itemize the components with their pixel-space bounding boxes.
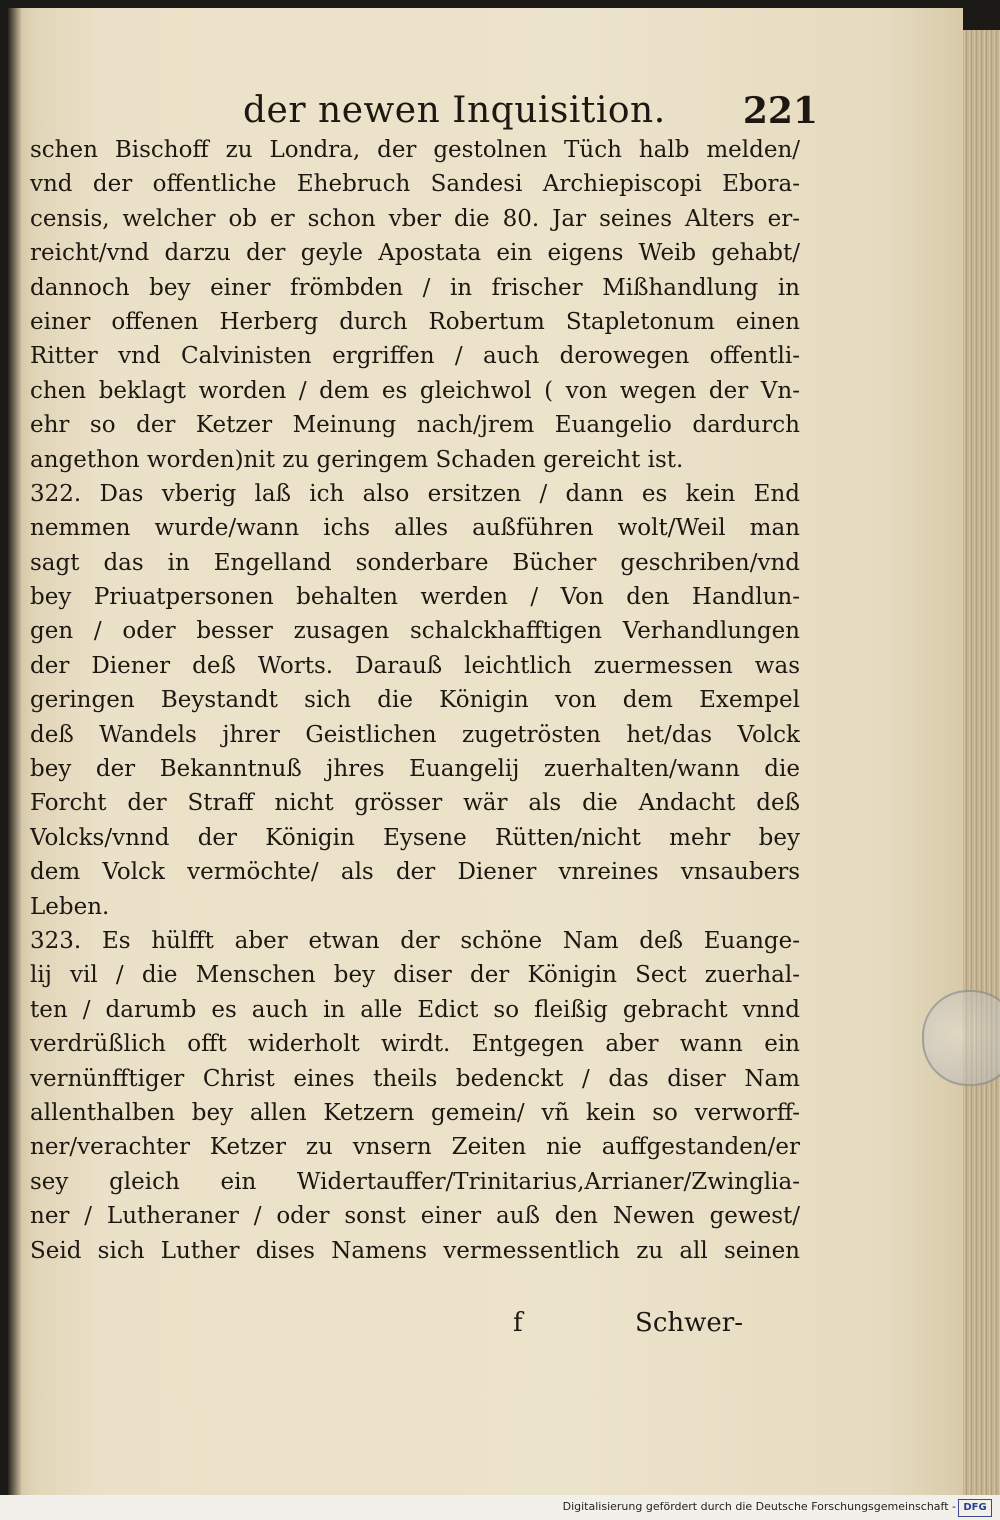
catchword: Schwer- <box>635 1308 743 1338</box>
text-line: deß Wandels jhrer Geistlichen zugetrösten het/das Volck <box>30 721 800 748</box>
body-text <box>30 133 800 1268</box>
text-line: Ritter vnd Calvinisten ergriffen / auch derowegen offentli- <box>30 343 800 370</box>
credit-text: Digitalisierung gefördert durch die Deutsche Forschungsgemeinschaft - <box>562 1500 956 1513</box>
text-line: allenthalben bey allen Ketzern gemein/ vñ kein so verworff- <box>30 1099 800 1126</box>
text-line: chen beklagt worden / dem es gleichwol ( von wegen der Vn- <box>30 377 800 404</box>
text-line: sagt das in Engelland sonderbare Bücher geschriben/vnd <box>30 549 800 576</box>
text-line: ner / Lutheraner / oder sonst einer auß den Newen gewest/ <box>30 1203 800 1230</box>
text-line: Seid sich Luther dises Namens vermessentlich zu all seinen <box>30 1237 800 1264</box>
book-clasp <box>922 990 1000 1086</box>
text-line: nemmen wurde/wann ichs alles außführen wolt/Weil man <box>30 515 800 542</box>
text-line: angethon worden)nit zu geringem Schaden gereicht ist. <box>30 446 684 473</box>
text-line: censis, welcher ob er schon vber die 80. Jar seines Alters er- <box>30 205 800 232</box>
text-line: geringen Beystandt sich die Königin von dem Exempel <box>30 687 800 714</box>
text-line: gen / oder besser zusagen schalckhafftigen Verhandlungen <box>30 618 800 645</box>
text-line: einer offenen Herberg durch Robertum Stapletonum einen <box>30 308 800 335</box>
text-line: dem Volck vermöchte/ als der Diener vnreines vnsaubers <box>30 859 800 886</box>
text-line: Volcks/vnnd der Königin Eysene Rütten/nicht mehr bey <box>30 824 800 851</box>
paragraph-start-line: 322. Das vberig laß ich also ersitzen / dann es kein End <box>30 480 800 507</box>
text-line: ten / darumb es auch in alle Edict so fleißig gebracht vnnd <box>30 996 800 1023</box>
text-line: sey gleich ein Widertauffer/Trinitarius,Arrianer/Zwinglia- <box>30 1168 800 1195</box>
signature-mark: f <box>513 1308 523 1338</box>
text-line: bey der Bekanntnuß jhres Euangelij zuerhalten/wann die <box>30 756 800 783</box>
page-edges <box>963 30 1000 1495</box>
paper-page <box>8 8 963 1495</box>
paragraph-start-line: 323. Es hülfft aber etwan der schöne Nam deß Euange- <box>30 927 800 954</box>
text-line: ner/verachter Ketzer zu vnsern Zeiten nie auffgestanden/er <box>30 1134 800 1161</box>
dfg-logo-icon: DFG <box>958 1499 992 1517</box>
running-head: der newen Inquisition. <box>243 90 666 131</box>
text-line: der Diener deß Worts. Darauß leichtlich zuermessen was <box>30 652 800 679</box>
text-line: ehr so der Ketzer Meinung nach/jrem Euangelio dardurch <box>30 412 800 439</box>
text-line: vernünfftiger Christ eines theils bedenckt / das diser Nam <box>30 1065 800 1092</box>
text-line: bey Priuatpersonen behalten werden / Von den Handlun- <box>30 584 800 611</box>
credit-bar <box>0 1495 1000 1520</box>
binding-shadow <box>8 8 22 1495</box>
page-header <box>38 90 818 138</box>
text-line: lij vil / die Menschen bey diser der Königin Sect zuerhal- <box>30 962 800 989</box>
text-line: reicht/vnd darzu der geyle Apostata ein eigens Weib gehabt/ <box>30 240 800 267</box>
text-line: Forcht der Straff nicht grösser wär als die Andacht deß <box>30 790 800 817</box>
text-line: schen Bischoff zu Londra, der gestolnen Tüch halb melden/ <box>30 137 800 163</box>
text-line: dannoch bey einer frömbden / in frischer Mißhandlung in <box>30 274 800 301</box>
text-line: vnd der offentliche Ehebruch Sandesi Archiepiscopi Ebora- <box>30 171 800 198</box>
page-number: 221 <box>742 90 818 132</box>
text-line: Leben. <box>30 893 110 920</box>
text-line: verdrüßlich offt widerholt wirdt. Entgegen aber wann ein <box>30 1031 800 1058</box>
